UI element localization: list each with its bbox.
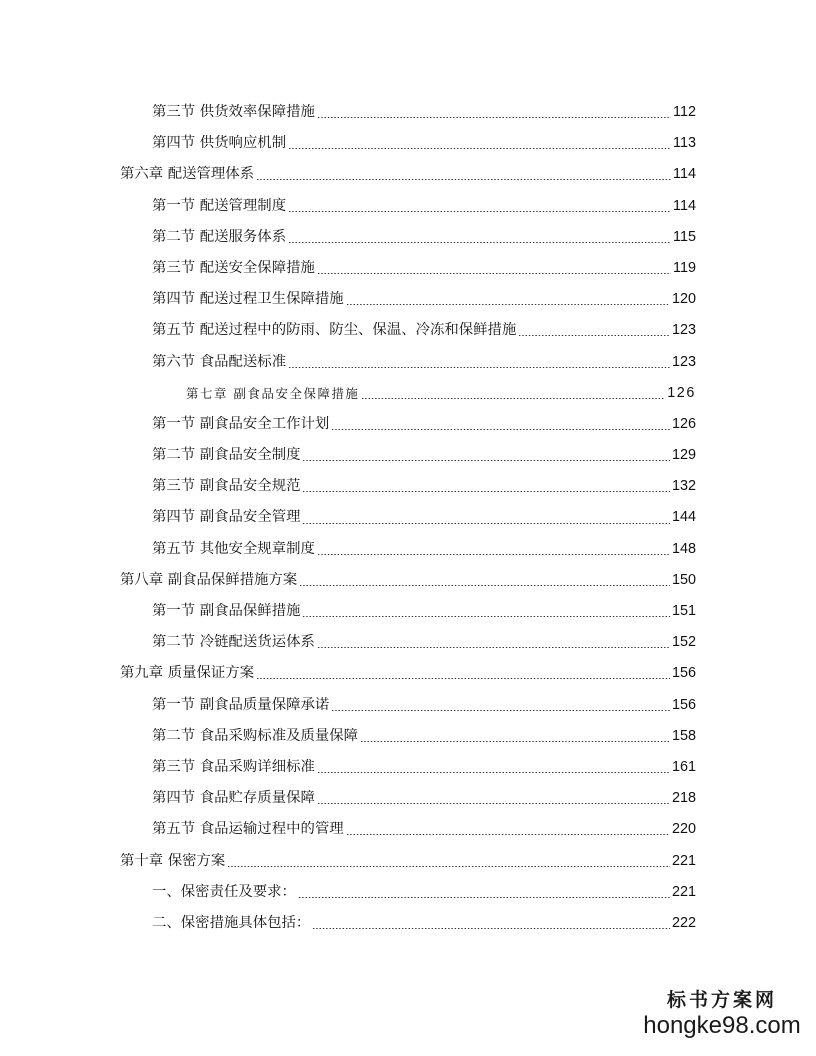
toc-entry-title: 第三节 食品采购详细标准 bbox=[152, 758, 315, 775]
toc-dot-leader bbox=[518, 335, 670, 336]
toc-entry-title: 第四节 食品贮存质量保障 bbox=[152, 790, 315, 807]
toc-entry-title: 第十章 保密方案 bbox=[120, 852, 226, 869]
toc-entry-title: 一、保密责任及要求： bbox=[152, 883, 296, 900]
toc-page-number: 156 bbox=[671, 665, 696, 682]
toc-page-number: 126 bbox=[671, 415, 696, 432]
toc-page-number: 126 bbox=[667, 384, 696, 401]
toc-dot-leader bbox=[312, 928, 670, 929]
toc-entry-title: 第三节 副食品安全规范 bbox=[152, 478, 301, 495]
toc-dot-leader bbox=[302, 491, 670, 492]
toc-page-number: 123 bbox=[671, 353, 696, 370]
toc-entry[interactable] bbox=[0, 721, 816, 752]
toc-entry[interactable] bbox=[0, 534, 816, 565]
toc-dot-leader bbox=[331, 429, 670, 430]
toc-entry-title: 第二节 配送服务体系 bbox=[152, 228, 287, 245]
toc-entry-title: 第七章 副食品安全保障措施 bbox=[186, 385, 360, 401]
toc-dot-leader bbox=[331, 710, 670, 711]
toc-entry[interactable] bbox=[0, 752, 816, 783]
toc-entry-title: 第六章 配送管理体系 bbox=[120, 166, 255, 183]
toc-entry-title: 第三节 配送安全保障措施 bbox=[152, 259, 315, 276]
toc-entry[interactable] bbox=[0, 502, 816, 533]
toc-dot-leader bbox=[302, 616, 670, 617]
toc-dot-leader bbox=[298, 897, 670, 898]
toc-page-number: 113 bbox=[673, 135, 696, 152]
toc-page-number: 156 bbox=[671, 696, 696, 713]
toc-dot-leader bbox=[288, 211, 671, 212]
toc-entry[interactable] bbox=[0, 596, 816, 627]
toc-entry-title: 第四节 副食品安全管理 bbox=[152, 509, 301, 526]
toc-page-number: 123 bbox=[671, 322, 696, 339]
toc-page-number: 119 bbox=[673, 259, 696, 276]
table-of-contents bbox=[0, 97, 816, 939]
toc-chapter-entry[interactable] bbox=[0, 846, 816, 877]
toc-dot-leader bbox=[317, 117, 671, 118]
toc-entry[interactable] bbox=[0, 284, 816, 315]
toc-dot-leader bbox=[361, 398, 665, 399]
toc-page-number: 161 bbox=[671, 758, 696, 775]
toc-entry[interactable] bbox=[0, 783, 816, 814]
toc-entry-title: 第四节 供货响应机制 bbox=[152, 135, 287, 152]
toc-entry-title: 第五节 其他安全规章制度 bbox=[152, 540, 315, 557]
toc-chapter-entry[interactable] bbox=[0, 565, 816, 596]
toc-page-number: 152 bbox=[671, 634, 696, 651]
toc-dot-leader bbox=[317, 554, 670, 555]
toc-entry[interactable] bbox=[0, 814, 816, 845]
toc-dot-leader bbox=[288, 367, 670, 368]
toc-entry-title: 第八章 副食品保鲜措施方案 bbox=[120, 571, 298, 588]
site-watermark bbox=[642, 988, 802, 1040]
toc-entry[interactable] bbox=[0, 409, 816, 440]
toc-page-number: 218 bbox=[671, 790, 696, 807]
toc-entry-title: 第九章 质量保证方案 bbox=[120, 665, 255, 682]
toc-entry-title: 二、保密措施具体包括： bbox=[152, 914, 311, 931]
toc-entry-title: 第二节 冷链配送货运体系 bbox=[152, 634, 315, 651]
toc-entry[interactable] bbox=[0, 128, 816, 159]
toc-dot-leader bbox=[256, 678, 670, 679]
toc-entry-title: 第一节 配送管理制度 bbox=[152, 197, 287, 214]
toc-page-number: 115 bbox=[673, 228, 696, 245]
toc-dot-leader bbox=[302, 460, 670, 461]
toc-page-number: 221 bbox=[671, 852, 696, 869]
toc-page-number: 158 bbox=[671, 727, 696, 744]
toc-entry[interactable] bbox=[0, 97, 816, 128]
toc-page-number: 222 bbox=[671, 914, 696, 931]
toc-dot-leader bbox=[360, 741, 670, 742]
toc-page-number: 151 bbox=[671, 603, 696, 619]
watermark-title: 标书方案网 bbox=[666, 989, 777, 1011]
toc-entry-title: 第一节 副食品质量保障承诺 bbox=[152, 696, 330, 713]
toc-page-number: 144 bbox=[671, 509, 696, 526]
toc-chapter-entry[interactable] bbox=[0, 658, 816, 689]
toc-dot-leader bbox=[317, 647, 670, 648]
toc-entry-title: 第六节 食品配送标准 bbox=[152, 353, 287, 370]
toc-page-number: 114 bbox=[673, 166, 696, 183]
toc-dot-leader bbox=[227, 866, 670, 867]
toc-dot-leader bbox=[317, 803, 670, 804]
toc-entry-title: 第五节 食品运输过程中的管理 bbox=[152, 821, 344, 838]
toc-page-number: 148 bbox=[671, 540, 696, 557]
toc-entry[interactable] bbox=[0, 315, 816, 346]
toc-entry-title: 第四节 配送过程卫生保障措施 bbox=[152, 291, 344, 308]
toc-page-number: 112 bbox=[673, 104, 696, 120]
toc-chapter-entry[interactable] bbox=[0, 159, 816, 190]
toc-page-number: 220 bbox=[671, 821, 696, 838]
toc-entry-title: 第二节 副食品安全制度 bbox=[152, 447, 301, 464]
toc-page-number: 221 bbox=[671, 883, 696, 900]
toc-dot-leader bbox=[317, 273, 671, 274]
toc-entry-title: 第一节 副食品保鲜措施 bbox=[152, 603, 301, 619]
toc-dot-leader bbox=[288, 148, 671, 149]
toc-page-number: 114 bbox=[673, 197, 696, 214]
toc-chapter-entry[interactable] bbox=[0, 378, 816, 409]
toc-dot-leader bbox=[302, 523, 670, 524]
toc-dot-leader bbox=[346, 834, 670, 835]
toc-dot-leader bbox=[256, 179, 671, 180]
toc-page-number: 120 bbox=[671, 291, 696, 308]
watermark-domain: hongke98.com bbox=[643, 1012, 801, 1039]
toc-entry-title: 第一节 副食品安全工作计划 bbox=[152, 415, 330, 432]
toc-entry[interactable] bbox=[0, 690, 816, 721]
toc-entry[interactable] bbox=[0, 471, 816, 502]
toc-dot-leader bbox=[299, 585, 670, 586]
toc-dot-leader bbox=[346, 304, 670, 305]
toc-dot-leader bbox=[317, 772, 670, 773]
toc-page-number: 150 bbox=[671, 571, 696, 588]
toc-page-number: 132 bbox=[671, 478, 696, 495]
toc-entry[interactable] bbox=[0, 908, 816, 939]
toc-entry[interactable] bbox=[0, 627, 816, 658]
toc-entry[interactable] bbox=[0, 440, 816, 471]
toc-entry[interactable] bbox=[0, 253, 816, 284]
toc-entry-title: 第二节 食品采购标准及质量保障 bbox=[152, 727, 359, 744]
toc-entry[interactable] bbox=[0, 347, 816, 378]
toc-entry[interactable] bbox=[0, 191, 816, 222]
toc-entry-title: 第五节 配送过程中的防雨、防尘、保温、冷冻和保鲜措施 bbox=[152, 322, 517, 339]
toc-page-number: 129 bbox=[671, 447, 696, 464]
toc-dot-leader bbox=[288, 242, 671, 243]
toc-entry[interactable] bbox=[0, 877, 816, 908]
toc-entry-title: 第三节 供货效率保障措施 bbox=[152, 104, 315, 120]
toc-entry[interactable] bbox=[0, 222, 816, 253]
